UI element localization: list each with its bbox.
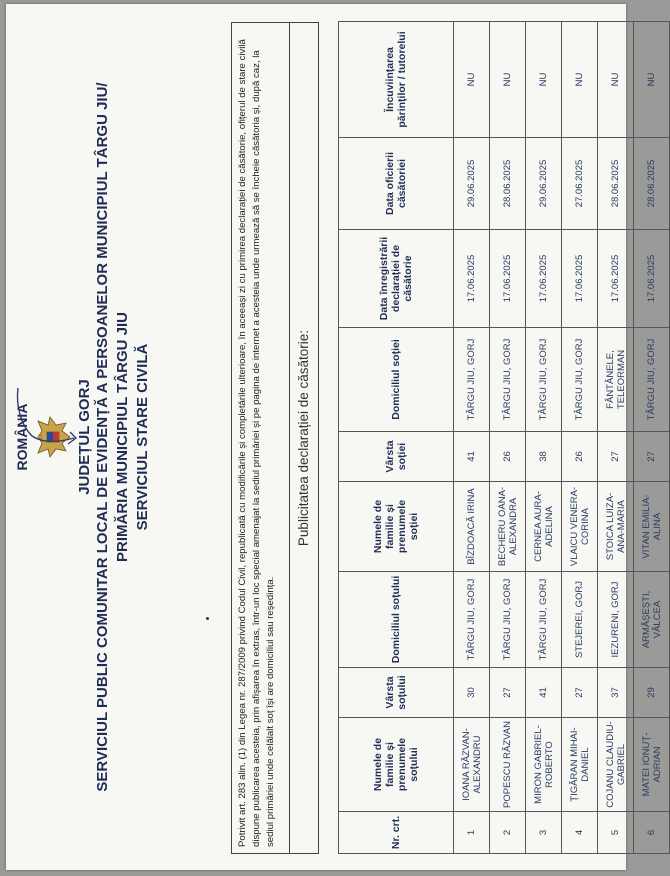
cell-husband-domicile: TÂRGU JIU, GORJ <box>526 572 562 668</box>
cell-nr: 4 <box>562 812 598 854</box>
cell-consent: NU <box>562 22 598 138</box>
col-header-wife-name: Numele de familie și prenumele soției <box>339 482 454 572</box>
header-country: ROMÂNIA <box>14 403 30 471</box>
cell-wife-age: 26 <box>562 432 598 482</box>
cell-registration-date: 17.06.2025 <box>634 230 670 328</box>
cell-ceremony-date: 27.06.2025 <box>562 138 598 230</box>
cell-registration-date: 17.06.2025 <box>562 230 598 328</box>
cell-husband-name: MIRON GABRIEL-ROBERTO <box>526 718 562 812</box>
header-city-hall: PRIMĂRIA MUNICIPIUL TÂRGU JIU <box>114 312 131 563</box>
cell-husband-age: 30 <box>454 668 490 718</box>
cell-registration-date: 17.06.2025 <box>454 230 490 328</box>
cell-consent: NU <box>526 22 562 138</box>
cell-nr: 6 <box>634 812 670 854</box>
cell-husband-domicile: TÂRGU JIU, GORJ <box>454 572 490 668</box>
cell-wife-domicile: TÂRGU JIU, GORJ <box>526 328 562 432</box>
header-county: JUDEȚUL GORJ <box>76 379 93 495</box>
col-header-consent: Încuviințarea părinților / tutorelui <box>339 22 454 138</box>
header-service: SERVICIUL PUBLIC COMUNITAR LOCAL DE EVIDENȚĂ A PERSOANELOR MUNICIPIUL TÂRGU JIU/ <box>94 82 111 792</box>
cell-husband-domicile: ARMĂȘEȘTI, VÂLCEA <box>634 572 670 668</box>
table-row <box>490 22 526 854</box>
cell-consent: NU <box>454 22 490 138</box>
cell-husband-age: 41 <box>526 668 562 718</box>
intro-paragraph: Potrivit art. 283 alin. (1) din Legea nr. 287/2009 privind Codul Civil, republicată cu modificările și completările ulterioare, în aceeași zi cu primirea declarației de căsătorie, ofițerul de stare civilă dispune publicarea acesteia, prin afișarea în extras, într-un loc special amenajat la sediul primăriei și pe pagina de internet a acesteia unde urmează să se încheie căsătoria și, după caz, la sediul primăriei unde celălalt soț își are domiciliul sau reședința. <box>231 22 289 854</box>
cell-wife-domicile: TÂRGU JIU, GORJ <box>454 328 490 432</box>
cell-ceremony-date: 28.06.2025 <box>634 138 670 230</box>
romanian-coat-of-arms-icon <box>34 409 74 465</box>
cell-wife-name: BÎZDOACĂ IRINA <box>454 482 490 572</box>
cell-husband-age: 27 <box>562 668 598 718</box>
cell-ceremony-date: 29.06.2025 <box>454 138 490 230</box>
col-header-ceremony-date: Data oficierii căsătoriei <box>339 138 454 230</box>
cell-husband-domicile: STEJEREI, GORJ <box>562 572 598 668</box>
cell-husband-domicile: TÂRGU JIU, GORJ <box>490 572 526 668</box>
cell-registration-date: 17.06.2025 <box>490 230 526 328</box>
col-header-husband-age: Vârsta soțului <box>339 668 454 718</box>
cell-ceremony-date: 28.06.2025 <box>598 138 634 230</box>
col-header-nr: Nr. crt. <box>339 812 454 854</box>
cell-wife-domicile: TÂRGU JIU, GORJ <box>562 328 598 432</box>
table-row <box>526 22 562 854</box>
cell-wife-name: BECHERU OANA-ALEXANDRA <box>490 482 526 572</box>
cell-consent: NU <box>598 22 634 138</box>
cell-wife-name: CERNEA AURA-ADELINA <box>526 482 562 572</box>
cell-registration-date: 17.06.2025 <box>526 230 562 328</box>
cell-nr: 5 <box>598 812 634 854</box>
table-row <box>562 22 598 854</box>
cell-wife-domicile: FÂNTÂNELE, TELEORMAN <box>598 328 634 432</box>
col-header-wife-age: Vârsta soției <box>339 432 454 482</box>
cell-wife-name: VITAN EMILIA-ALINA <box>634 482 670 572</box>
cell-husband-age: 27 <box>490 668 526 718</box>
table-row <box>598 22 634 854</box>
cell-husband-domicile: IEZURENI, GORJ <box>598 572 634 668</box>
cell-wife-age: 27 <box>634 432 670 482</box>
col-header-husband-domicile: Domiciliul soțului <box>339 572 454 668</box>
col-header-husband-name: Numele de familie și prenumele soțului <box>339 718 454 812</box>
cell-husband-name: ȚIGĂRAN MIHAI-DANIEL <box>562 718 598 812</box>
scanned-page <box>6 4 663 870</box>
cell-wife-domicile: TÂRGU JIU, GORJ <box>634 328 670 432</box>
cell-wife-name: STOICA LUIZA-ANA-MARIA <box>598 482 634 572</box>
cell-husband-age: 29 <box>634 668 670 718</box>
header-civil-service: SERVICIUL STARE CIVILĂ <box>134 343 151 531</box>
cell-wife-age: 41 <box>454 432 490 482</box>
table-row <box>454 22 490 854</box>
cell-nr: 3 <box>526 812 562 854</box>
cell-wife-name: VLAICU VENERA-CORINA <box>562 482 598 572</box>
cell-consent: NU <box>490 22 526 138</box>
section-title: Publicitatea declarației de căsătorie: <box>289 22 319 854</box>
cell-consent: NU <box>634 22 670 138</box>
rotated-document <box>6 4 663 870</box>
cell-nr: 1 <box>454 812 490 854</box>
cell-wife-age: 27 <box>598 432 634 482</box>
cell-ceremony-date: 29.06.2025 <box>526 138 562 230</box>
cell-husband-age: 37 <box>598 668 634 718</box>
cell-husband-name: COJANU CLAUDIU-GABRIEL <box>598 718 634 812</box>
cell-husband-name: IOANA RĂZVAN-ALEXANDRU <box>454 718 490 812</box>
table-header-row <box>339 22 454 854</box>
cell-wife-age: 26 <box>490 432 526 482</box>
cell-nr: 2 <box>490 812 526 854</box>
cell-husband-name: POPESCU RĂZVAN <box>490 718 526 812</box>
cell-wife-domicile: TÂRGU JIU, GORJ <box>490 328 526 432</box>
col-header-registration-date: Data înregistrării declarației de căsătorie <box>339 230 454 328</box>
cell-wife-age: 38 <box>526 432 562 482</box>
declarations-table <box>338 21 670 854</box>
speck <box>206 617 209 620</box>
col-header-wife-domicile: Domiciliul soției <box>339 328 454 432</box>
table-row <box>634 22 670 854</box>
cell-ceremony-date: 28.06.2025 <box>490 138 526 230</box>
cell-husband-name: MATEI IONUȚ-ADRIAN <box>634 718 670 812</box>
cell-registration-date: 17.06.2025 <box>598 230 634 328</box>
